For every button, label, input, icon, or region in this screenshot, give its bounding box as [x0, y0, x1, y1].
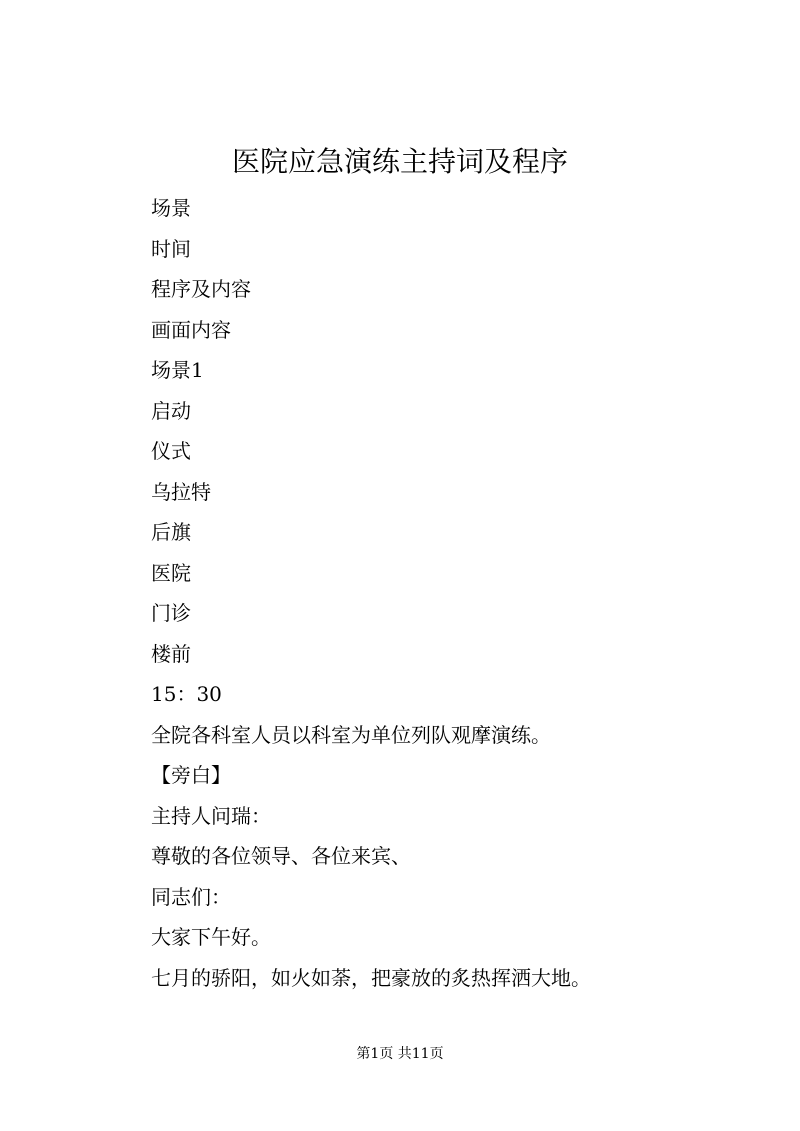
body-line: 场景 — [151, 196, 191, 220]
body-line: 乌拉特 — [151, 479, 211, 504]
body-line: 仪式 — [151, 439, 191, 463]
document-body — [151, 188, 671, 998]
body-line: 七月的骄阳，如火如荼，把豪放的炙热挥洒大地。 — [151, 965, 591, 990]
body-line: 时间 — [151, 236, 191, 261]
body-line: 场景1 — [151, 358, 204, 382]
body-line: 大家下午好。 — [151, 925, 271, 949]
body-line: 画面内容 — [151, 317, 231, 342]
page-footer: 第1页 共11页 — [356, 1046, 444, 1062]
body-line: 医院 — [151, 560, 191, 585]
body-line: 全院各科室人员以科室为单位列队观摩演练。 — [151, 722, 551, 747]
body-line: 【旁白】 — [151, 763, 231, 787]
document-title: 医院应急演练主持词及程序 — [231, 145, 568, 178]
body-line: 门诊 — [151, 601, 191, 625]
body-line: 尊敬的各位领导、各位来宾、 — [151, 844, 411, 868]
body-line: 程序及内容 — [151, 277, 251, 301]
body-line: 主持人问瑞： — [151, 803, 271, 828]
body-line: 同志们： — [151, 884, 231, 909]
body-line: 15：30 — [151, 682, 222, 706]
body-line: 后旗 — [151, 520, 191, 544]
body-line: 启动 — [151, 398, 191, 423]
body-line: 楼前 — [151, 641, 191, 666]
